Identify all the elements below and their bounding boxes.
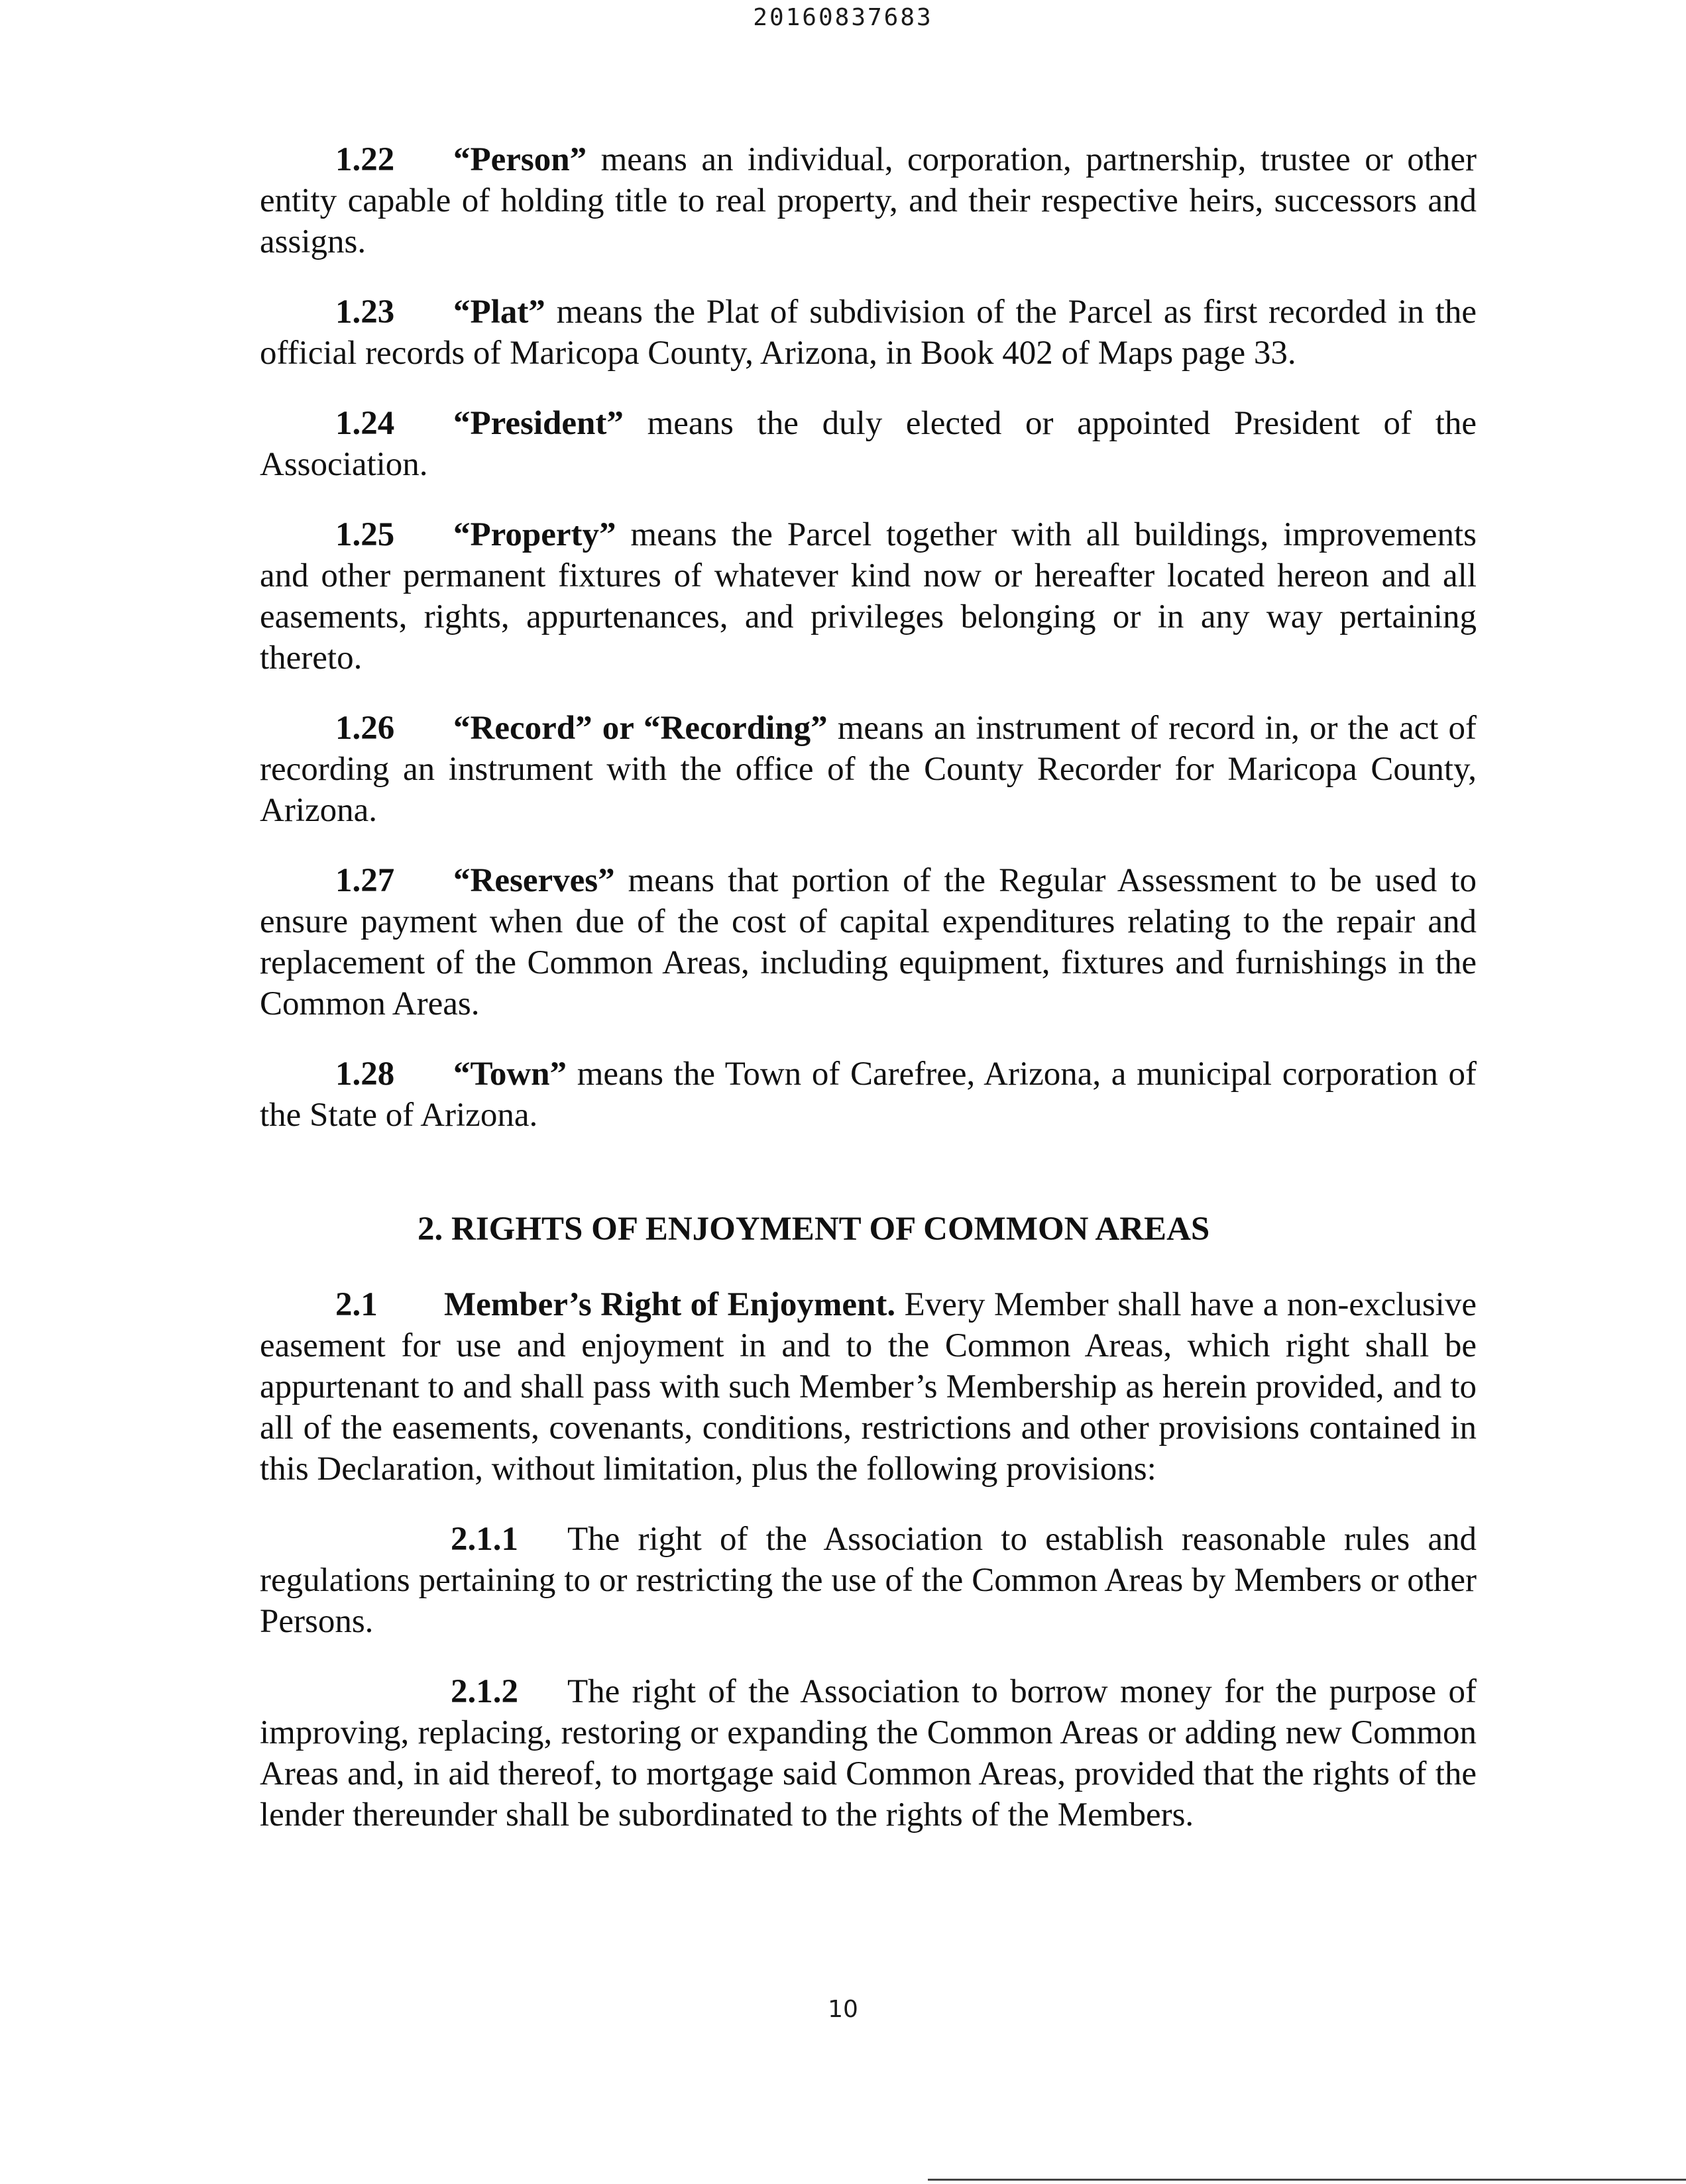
definition-1-25	[260, 514, 1477, 679]
section-number: 1.23	[335, 294, 395, 331]
definition-1-24	[260, 403, 1477, 485]
section-number: 2.1	[335, 1286, 378, 1323]
section-number: 1.28	[335, 1056, 395, 1093]
bottom-edge-rule	[928, 2179, 1686, 2181]
section-2-1-2	[260, 1671, 1477, 1835]
page-body	[260, 139, 1477, 1865]
section-number: 2.1.1	[451, 1521, 518, 1558]
section-title: Member’s Right of Enjoyment.	[444, 1286, 896, 1323]
definition-text: means that portion of the Regular Assessment to be used to ensure payment when due of the cost of capital expenditures relating to the repair and replacement of the Common Areas, including equipment, fixtures and furnishings in the Common Areas.	[260, 862, 1477, 1022]
definition-text: means the Parcel together with all buildings, improvements and other permanent fixtures of whatever kind now or hereafter located hereon and all easements, rights, appurtenances, and privileges belonging or in any way pertaining thereto.	[260, 516, 1477, 677]
defined-term: “Person”	[453, 141, 587, 178]
section-2-1-1	[260, 1519, 1477, 1642]
section-heading: 2. RIGHTS OF ENJOYMENT OF COMMON AREAS	[418, 1211, 1210, 1248]
defined-term: “Reserves”	[453, 862, 615, 899]
defined-term: “President”	[453, 405, 624, 442]
section-2-1	[260, 1284, 1477, 1490]
definition-1-27	[260, 860, 1477, 1024]
section-number: 1.27	[335, 862, 395, 899]
definition-text: means the Town of Carefree, Arizona, a municipal corporation of the State of Arizona.	[260, 1056, 1477, 1134]
definition-1-23	[260, 292, 1477, 374]
definition-1-28	[260, 1054, 1477, 1136]
section-number: 1.25	[335, 516, 395, 553]
section-text: The right of the Association to establish reasonable rules and regulations pertaining to or restricting the use of the Common Areas by Members or other Persons.	[260, 1521, 1477, 1640]
defined-term: “Property”	[453, 516, 616, 553]
defined-term: “Town”	[453, 1056, 567, 1093]
definition-1-22	[260, 139, 1477, 262]
section-number: 1.26	[335, 710, 395, 747]
page-number: 10	[828, 1996, 858, 2023]
section-text: Every Member shall have a non-exclusive easement for use and enjoyment in and to the Common Areas, which right shall be appurtenant to and shall pass with such Member’s Membership as herein provided, and to all of the easements, covenants, conditions, restrictions and other provisions contained in this Declaration, without limitation, plus the following provisions:	[260, 1286, 1477, 1488]
section-number: 1.22	[335, 141, 395, 178]
definition-text: means an individual, corporation, partnership, trustee or other entity capable of holding title to real property, and their respective heirs, successors and assigns.	[260, 141, 1477, 260]
section-text: The right of the Association to borrow money for the purpose of improving, replacing, restoring or expanding the Common Areas or adding new Common Areas and, in aid thereof, to mortgage said Common Areas, provided that the rights of the lender thereunder shall be subordinated to the rights of the Members.	[260, 1673, 1477, 1833]
definition-text: means an instrument of record in, or the act of recording an instrument with the office of the County Recorder for Maricopa County, Arizona.	[260, 710, 1477, 829]
defined-term: “Plat”	[453, 294, 545, 331]
section-number: 1.24	[335, 405, 395, 442]
defined-term: “Record” or “Recording”	[453, 710, 828, 747]
definition-text: means the Plat of subdivision of the Parcel as first recorded in the official records of Maricopa County, Arizona, in Book 402 of Maps page 33.	[260, 294, 1477, 372]
definition-text: means the duly elected or appointed President of the Association.	[260, 405, 1477, 483]
section-number: 2.1.2	[451, 1673, 518, 1710]
document-number: 20160837683	[753, 4, 933, 31]
definition-1-26	[260, 708, 1477, 831]
